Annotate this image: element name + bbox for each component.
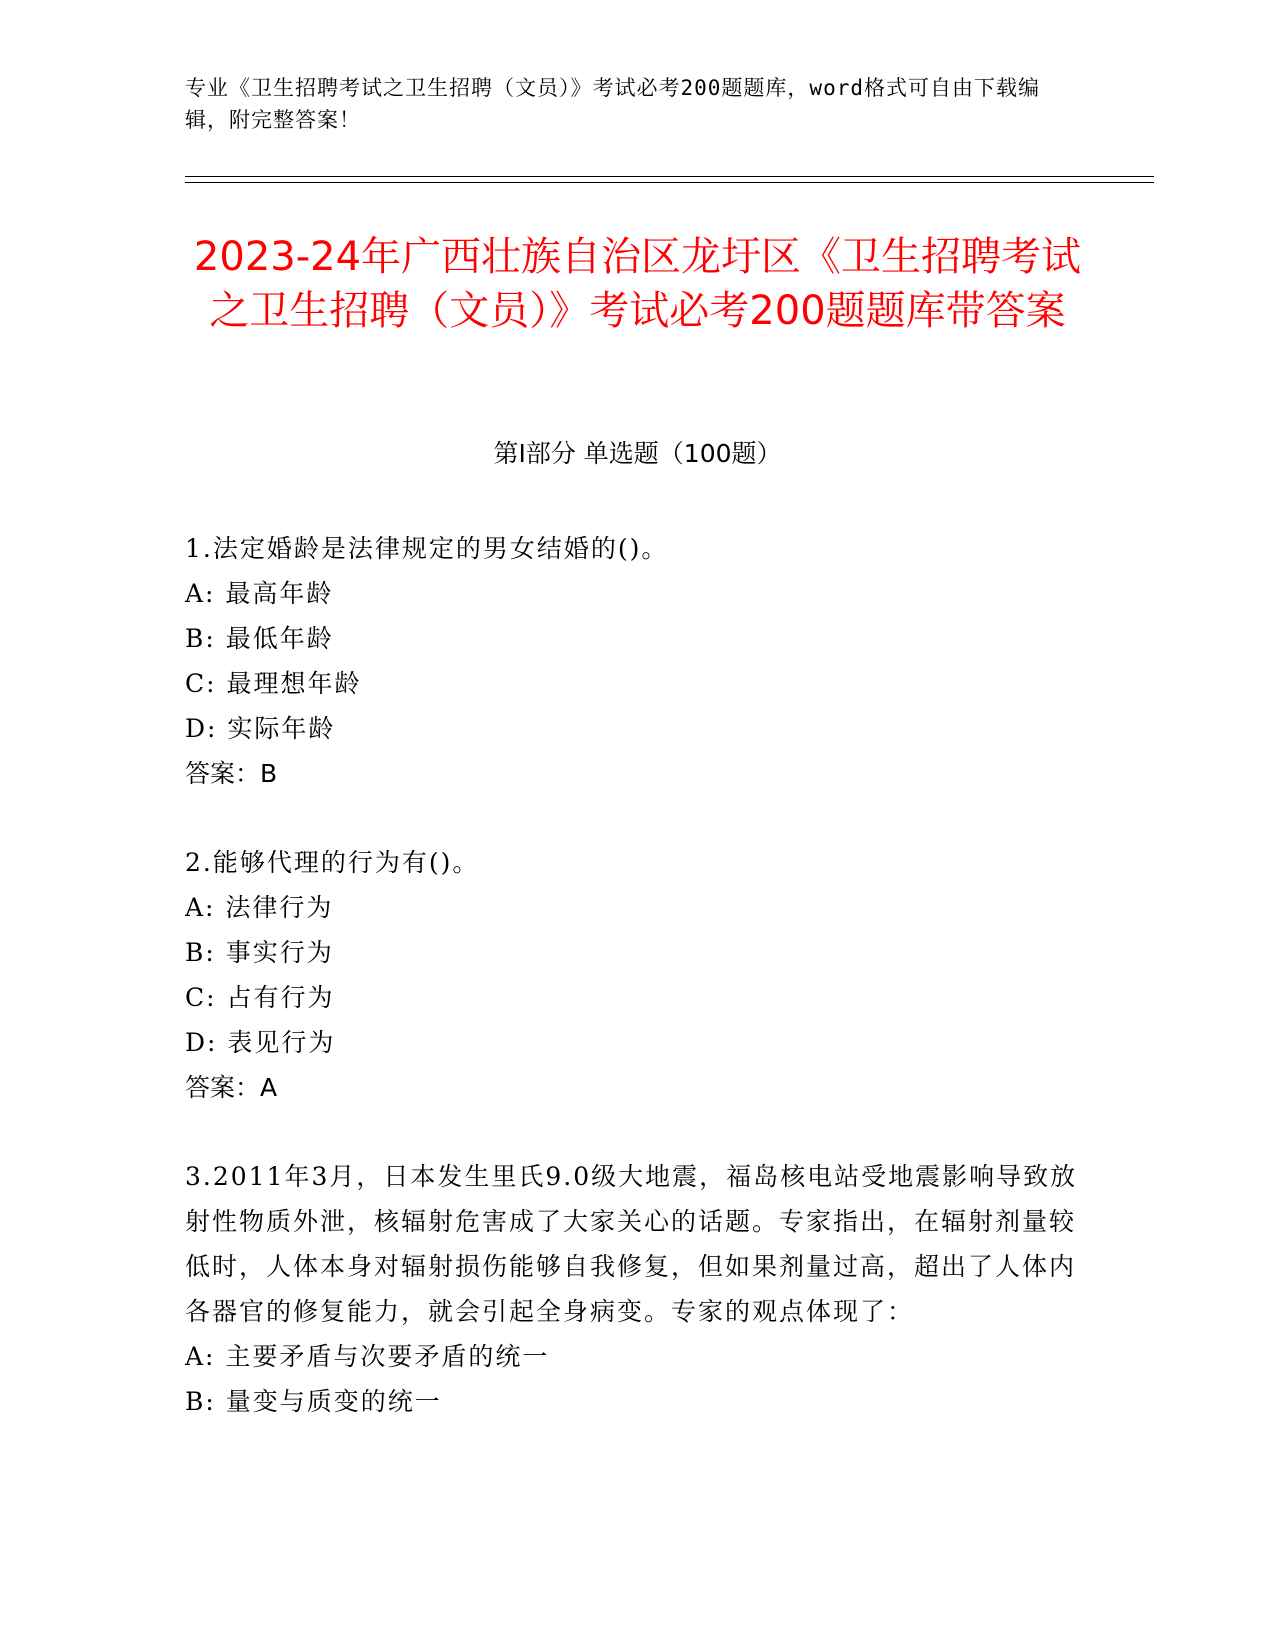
- question-stem: 2.能够代理的行为有()。: [185, 848, 480, 877]
- option-b: B: 量变与质变的统一: [185, 1387, 442, 1416]
- option-a: A: 主要矛盾与次要矛盾的统一: [185, 1342, 550, 1371]
- option-a: A: 最高年龄: [185, 579, 334, 608]
- option-c: C: 占有行为: [185, 983, 335, 1012]
- question-stem: 1.法定婚龄是法律规定的男女结婚的()。: [185, 534, 669, 563]
- option-c: C: 最理想年龄: [185, 669, 362, 698]
- question-stem: 3.2011年3月，日本发生里氏9.0级大地震，福岛核电站受地震影响导致放射性物质外泄，核辐射危害成了大家关心的话题。专家指出，在辐射剂量较低时，人体本身对辐射损伤能够自我修复，但如果剂量过高，超出了人体内各器官的修复能力，就会引起全身病变。专家的观点体现了：: [185, 1162, 1078, 1326]
- header-note: 专业《卫生招聘考试之卫生招聘（文员）》考试必考200题题库，word格式可自由下载编辑，附完整答案！: [185, 76, 1040, 132]
- answer: 答案：B: [185, 759, 278, 788]
- document-title: 2023-24年广西壮族自治区龙圩区《卫生招聘考试之卫生招聘（文员）》考试必考200题题库带答案: [193, 234, 1082, 334]
- option-b: B: 最低年龄: [185, 624, 334, 653]
- answer: 答案：A: [185, 1073, 278, 1102]
- option-b: B: 事实行为: [185, 938, 334, 967]
- question-1: [185, 526, 1085, 796]
- option-d: D: 实际年龄: [185, 714, 336, 743]
- question-list: [185, 526, 1085, 1468]
- header-divider-top: [185, 176, 1154, 177]
- option-a: A: 法律行为: [185, 893, 334, 922]
- option-d: D: 表见行为: [185, 1028, 336, 1057]
- section-title: 第Ⅰ部分 单选题（100题）: [493, 439, 782, 468]
- question-3: [185, 1154, 1085, 1424]
- question-2: [185, 840, 1085, 1110]
- header-divider-bottom: [185, 182, 1154, 183]
